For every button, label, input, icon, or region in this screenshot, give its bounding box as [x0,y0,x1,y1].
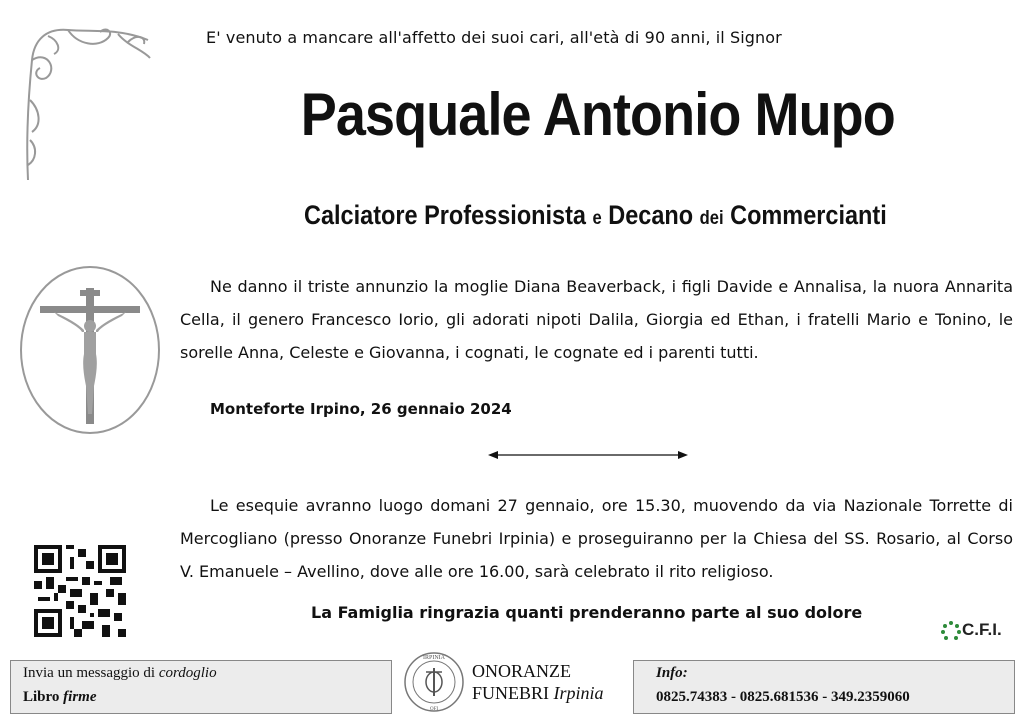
guestbook-line[interactable] [23,689,96,706]
info-label: Info [656,665,683,681]
brand-line1: ONORANZE [472,661,571,681]
intro-text: E' venuto a mancare all'affetto dei suoi cari, all'età di 90 anni, il Signor [206,28,782,47]
condolence-line[interactable] [23,665,217,682]
phone-numbers[interactable]: 0825.74383 - 0825.681536 - 349.2359060 [656,689,910,705]
announcement-text: Ne danno il triste annunzio la moglie Diana Beaverback, i figli Davide e Annalisa, la nuora Annarita Cella, il genero Francesco Iorio, gli adorati nipoti Dalila, Giorgia ed Ethan, i fratelli Mario e Tonino, le sorelle Anna, Celeste e Giovanna, i cognati, le cognate ed i parenti tutti. [180,277,1013,362]
funeral-home-logo-icon [402,650,466,714]
condolence-box[interactable] [10,660,392,714]
info-label-line: Info: [656,665,688,681]
cfi-text: C.F.I. [962,620,1002,639]
book-prefix: Libro [23,689,60,705]
subtitle-part2: Decano [608,200,694,230]
thanks-text: La Famiglia ringrazia quanti prenderanno parte al suo dolore [311,603,863,622]
qr-code-icon[interactable] [34,545,126,637]
cfi-logo [940,618,1016,646]
subtitle-part3: Commercianti [730,200,887,230]
info-box [633,660,1015,714]
condolence-prefix: Invia un messaggio di [23,665,156,681]
logo-text-top: IRPINIA [423,655,445,661]
funeral-text: Le esequie avranno luogo domani 27 gennaio, ore 15.30, muovendo da via Nazionale Torrette di Mercogliano (presso Onoranze Funebri Irpinia) e proseguiranno per la Chiesa del SS. Rosario, al Corso V. Emanuele – Avellino, dove alle ore 16.00, sarà celebrato il rito religioso. [180,496,1013,581]
funeral-paragraph [180,489,1013,588]
condolence-word: cordoglio [158,665,217,681]
announcement-paragraph [180,270,1013,369]
double-arrow-icon [486,448,690,462]
cfi-logo-icon [940,620,962,642]
brand-line2 [472,682,604,704]
place-date: Monteforte Irpino, 26 gennaio 2024 [210,400,512,418]
subtitle-part1: Calciatore Professionista [304,200,586,230]
brand-line2-a: FUNEBRI [472,683,550,703]
logo-monogram: OFI [429,707,439,712]
subtitle-conj2: dei [699,208,724,229]
brand-line2-b: Irpinia [553,683,604,703]
book-word: firme [63,689,97,705]
subtitle [182,200,1009,231]
crucifix-icon [18,264,162,436]
funeral-home-name [472,660,604,704]
subtitle-conj1: e [592,208,602,229]
deceased-name: Pasquale Antonio Mupo [300,81,895,148]
